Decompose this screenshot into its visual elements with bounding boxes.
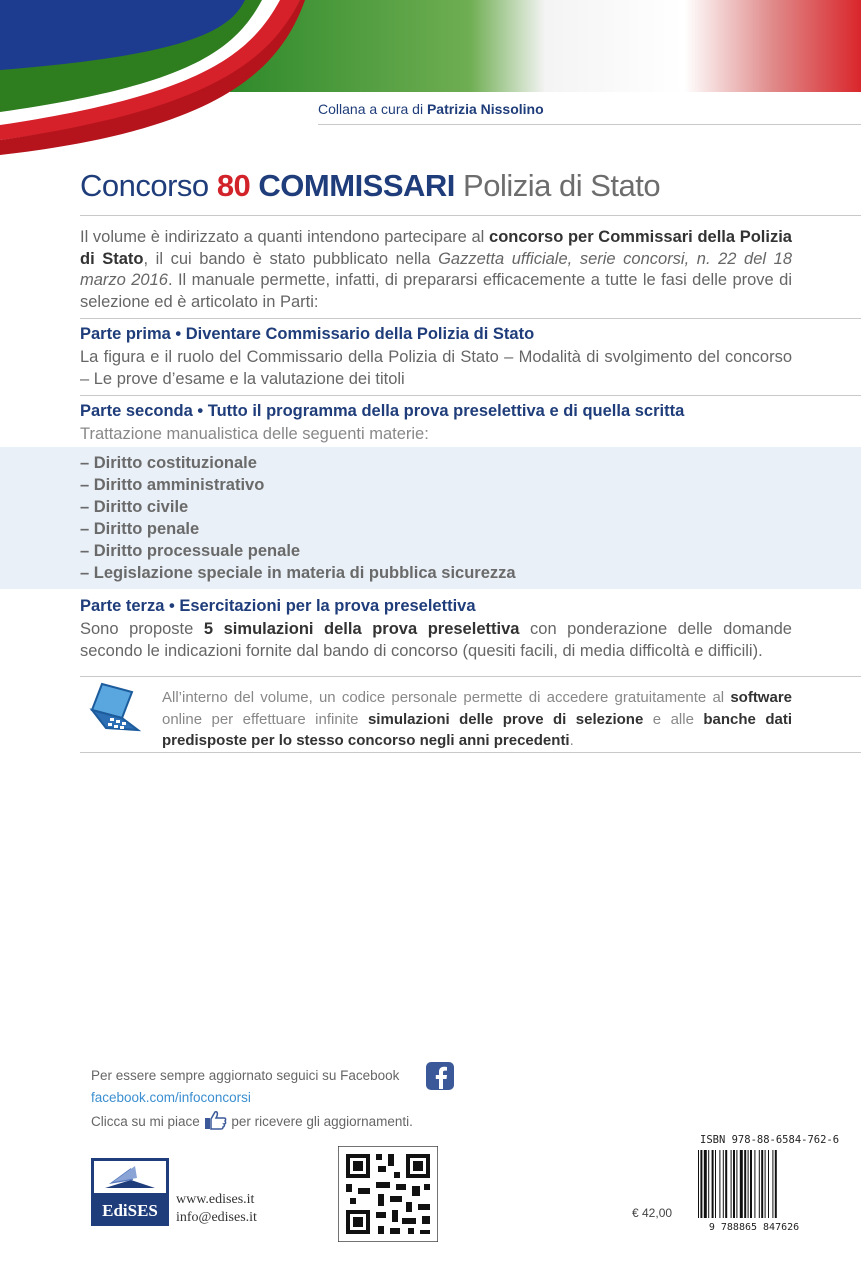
topic-item: – Diritto amministrativo [80,476,265,494]
topic-item: – Diritto penale [80,520,200,538]
divider [318,124,861,125]
facebook-line: Per essere sempre aggiornato seguici su Facebook [91,1068,400,1083]
divider [80,215,861,216]
part-three-heading: Parte terza • Esercitazioni per la prova preselettiva [80,597,476,615]
part-two-heading: Parte seconda • Tutto il programma della prova preselettiva e di quella scritta [80,402,685,420]
divider [80,318,861,319]
barcode-bar [708,1150,709,1218]
series-editor: Collana a cura di Patrizia Nissolino [318,101,544,117]
page-title: Concorso 80 COMMISSARI Polizia di Stato [80,168,661,203]
barcode-bar [750,1150,752,1218]
barcode-digits: 9 788865 847626 [708,1222,800,1232]
barcode-bar [715,1150,716,1218]
barcode-bar [700,1150,702,1218]
barcode-bar [740,1150,743,1218]
barcode-bar [698,1150,699,1218]
divider [80,676,861,677]
divider [80,395,861,396]
part-one-text: La figura e il ruolo del Commissario della Polizia di Stato – Modalità di svolgimento del concorso – Le prove d’esame e la valutazione dei titoli [80,348,792,388]
part-two-text: Trattazione manualistica delle seguenti materie: [80,425,429,443]
barcode-bar [731,1150,732,1218]
barcode-bar [759,1150,760,1218]
barcode-bar [725,1150,727,1218]
barcode-bar [719,1150,720,1218]
part-three-text: Sono proposte 5 simulazioni della prova preselettiva con ponderazione delle domande secondo le indicazioni fornite dal bando di concorso (quesiti facili, di media difficoltà e difficili). [80,620,792,660]
barcode [694,1148,814,1232]
qr-code [338,1146,438,1242]
barcode-bar [744,1150,746,1218]
barcode-bar [748,1150,749,1218]
flag-banner [0,0,861,160]
divider [80,752,861,753]
barcode-bar [736,1150,737,1218]
barcode-bar [765,1150,766,1218]
edises-logo [91,1158,169,1226]
topic-item: – Diritto civile [80,498,189,516]
thumbs-up-icon [204,1110,228,1130]
barcode-bar [712,1150,714,1218]
topic-item: – Diritto processuale penale [80,542,301,560]
barcode-bar [772,1150,773,1218]
price: € 42,00 [632,1206,673,1220]
like-line: Clicca su mi piace per ricevere gli aggiornamenti. [91,1110,413,1130]
intro-paragraph: Il volume è indirizzato a quanti intendono partecipare al concorso per Commissari della Polizia di Stato, il cui bando è stato pubblicato nella Gazzetta ufficiale, serie concorsi, n. 22 del 18 marzo 2016. Il manuale permette, infatti, di prepararsi efficacemente a tutte le fasi delle prove di selezione ed è articolato in Parti: [80,228,792,311]
barcode-bar [704,1150,707,1218]
barcode-bar [761,1150,763,1218]
barcode-bar [775,1150,777,1218]
topic-item: – Diritto costituzionale [80,454,257,472]
barcode-bar [723,1150,724,1218]
software-note: All’interno del volume, un codice personale permette di accedere gratuitamente al software online per effettuare infinite simulazioni delle prove di selezione e alle banche dati predisposte per lo stesso concorso negli anni precedenti. [162,689,793,749]
facebook-link[interactable]: facebook.com/infoconcorsi [91,1090,251,1105]
part-one-heading: Parte prima • Diventare Commissario della Polizia di Stato [80,325,535,343]
laptop-icon [88,682,150,732]
website[interactable]: www.edises.it [176,1192,255,1207]
barcode-bar [754,1150,755,1218]
barcode-bar [768,1150,769,1218]
barcode-bar [733,1150,735,1218]
email[interactable]: info@edises.it [176,1210,257,1225]
facebook-icon[interactable] [426,1062,454,1090]
logo-text: EdiSES [102,1201,158,1220]
isbn-label: ISBN 978-88-6584-762-6 [700,1134,840,1146]
topic-item: – Legislazione speciale in materia di pubblica sicurezza [80,564,516,582]
